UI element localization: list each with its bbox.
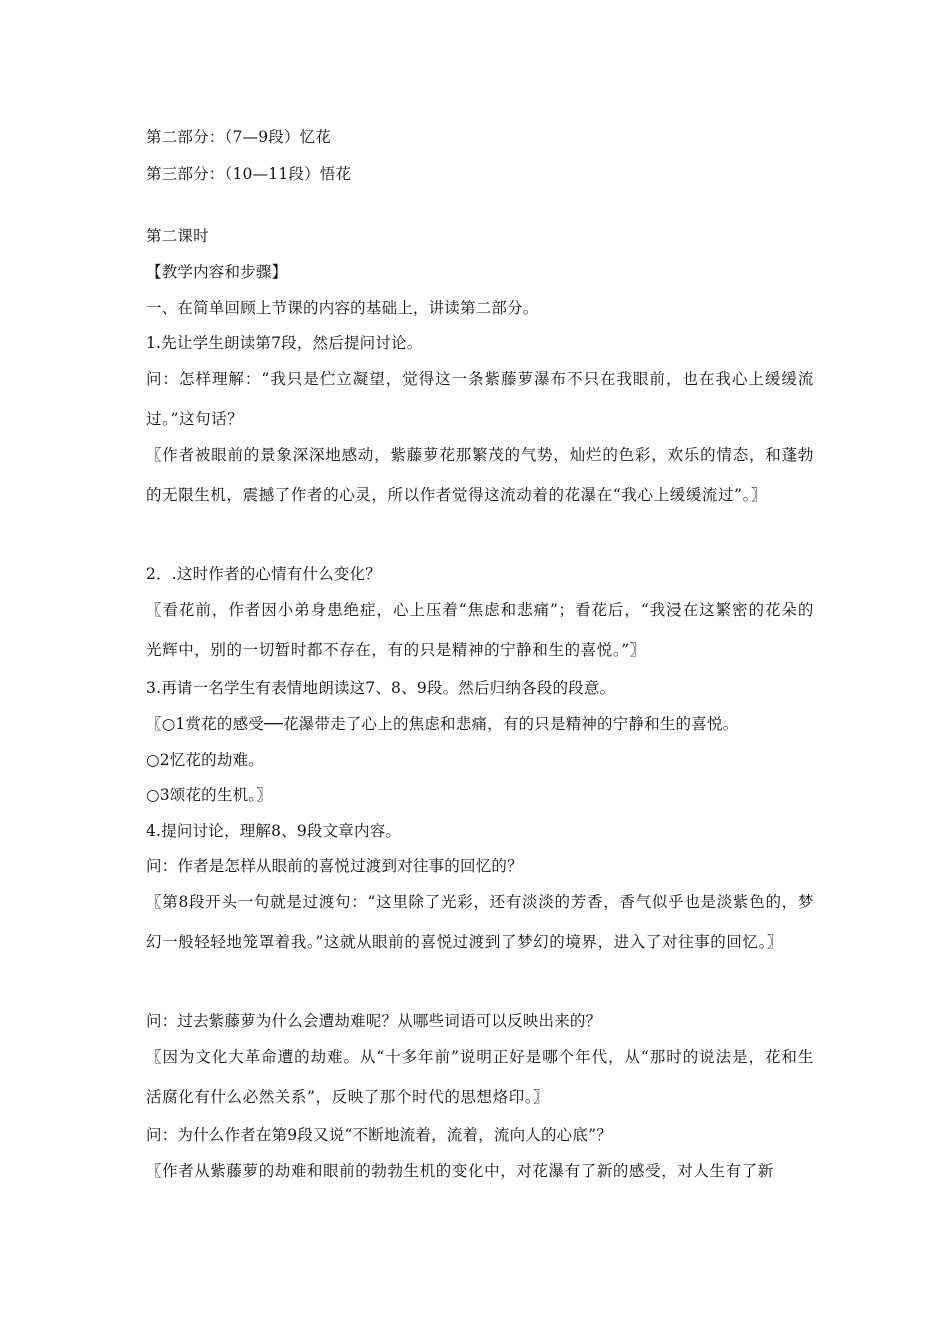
item-one-line: 1.先让学生朗读第7段，然后提问讨论。: [146, 334, 423, 352]
answer-two: 〖看花前，作者因小弟身患绝症，心上压着“焦虑和悲痛”；看花后，“我浸在这繁密的花朵的光辉中，别的一切暂时都不存在，有的只是精神的宁静和生的喜悦。”〗: [146, 601, 814, 659]
answer-one: 〖作者被眼前的景象深深地感动，紫藤萝花那繁茂的气势，灿烂的色彩，欢乐的情态，和蓬勃的无限生机，震撼了作者的心灵，所以作者觉得这流动着的花瀑在“我心上缓缓流过”。〗: [146, 446, 814, 504]
item-three-line: 3.再请一名学生有表情地朗读这7、8、9段。然后归纳各段的段意。: [146, 679, 616, 697]
answer-five: 〖因为文化大革命遭的劫难。从“十多年前”说明正好是哪个年代，从“那时的说法是，花和生活腐化有什么必然关系”，反映了那个时代的思想烙印。〗: [146, 1048, 814, 1106]
question-six: 问：为什么作者在第9段又说“不断地流着，流着，流向人的心底”？: [146, 1126, 612, 1144]
answer-three-part-two: ○2忆花的劫难。: [146, 751, 264, 769]
part-three-line: 第三部分：（10—11段）悟花: [146, 165, 352, 183]
item-four-line: 4.提问讨论，理解8、9段文章内容。: [146, 822, 402, 840]
part-two-line: 第二部分：（7—9段）忆花: [146, 128, 332, 146]
answer-six: 〖作者从紫藤萝的劫难和眼前的勃勃生机的变化中，对花瀑有了新的感受，对人生有了新: [146, 1162, 774, 1180]
answer-four: 〖第8段开头一句就是过渡句：“这里除了光彩，还有淡淡的芳香，香气似乎也是淡紫色的，梦幻一般轻轻地笼罩着我。”这就从眼前的喜悦过渡到了梦幻的境界，进入了对往事的回忆。〗: [146, 893, 814, 951]
lesson-two-title: 第二课时: [146, 227, 209, 245]
question-one: 问：怎样理解：“我只是伫立凝望，觉得这一条紫藤萝瀑布不只在我眼前，也在我心上缓缓流过。”这句话？: [146, 370, 814, 428]
item-two-line: 2．.这时作者的心情有什么变化？: [146, 565, 381, 583]
answer-three-part-one: 〖○1赏花的感受──花瀑带走了心上的焦虑和悲痛，有的只是精神的宁静和生的喜悦。: [146, 715, 739, 733]
question-five: 问：过去紫藤萝为什么会遭劫难呢？从哪些词语可以反映出来的？: [146, 1012, 602, 1030]
question-four: 问：作者是怎样从眼前的喜悦过渡到对往事的回忆的？: [146, 857, 523, 875]
step-one-line: 一、在简单回顾上节课的内容的基础上，讲读第二部分。: [146, 299, 539, 317]
answer-three-part-three: ○3颂花的生机。〗: [146, 786, 272, 804]
section-heading: 【教学内容和步骤】: [146, 263, 288, 281]
